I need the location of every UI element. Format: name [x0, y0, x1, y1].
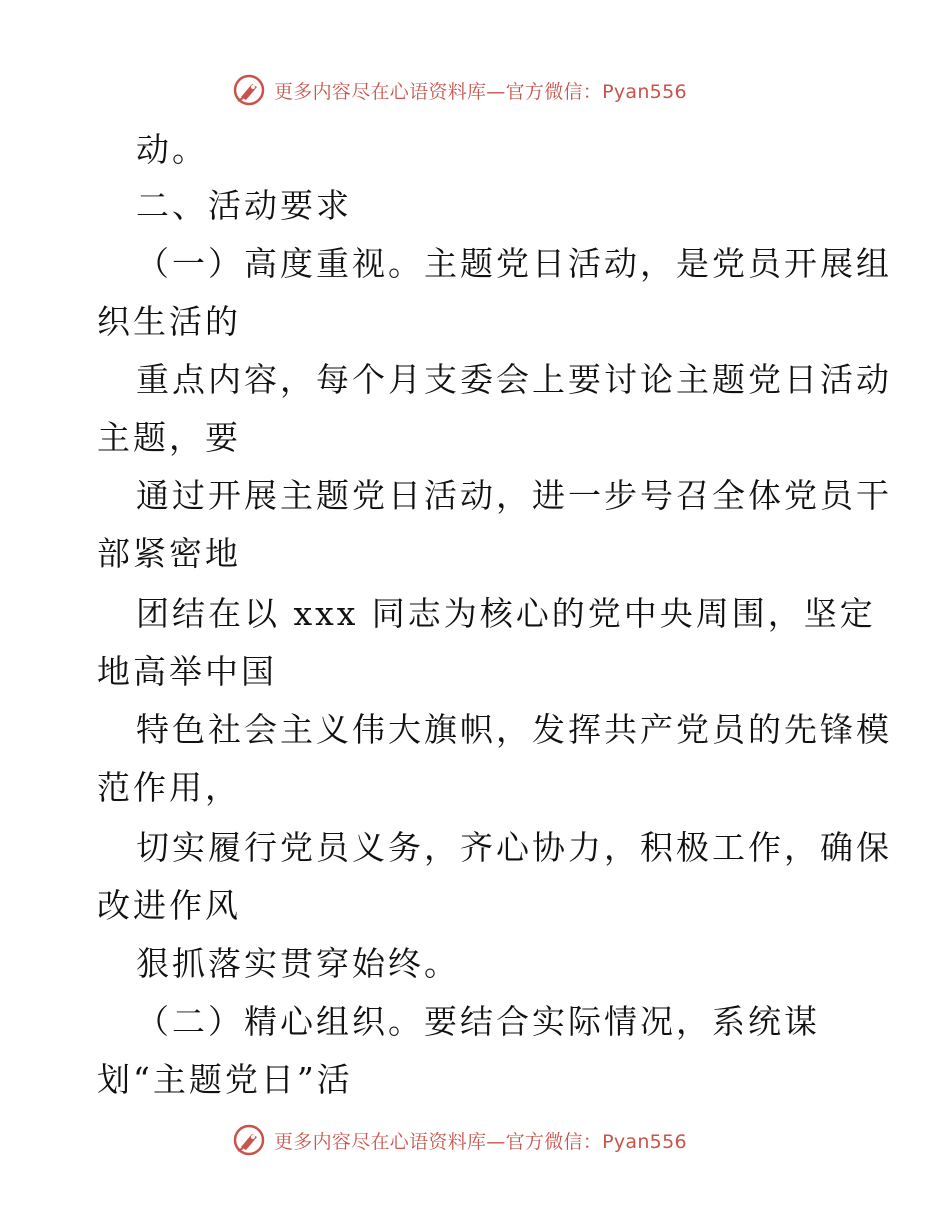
body-line: 改进作风 [97, 886, 241, 925]
body-line: 主题，要 [97, 418, 241, 457]
body-line: 动。 [136, 130, 208, 169]
body-line: （二）精心组织。要结合实际情况，系统谋 [136, 1002, 820, 1041]
body-line: 部紧密地 [97, 534, 241, 573]
body-line: 通过开展主题党日活动，进一步号召全体党员干 [136, 476, 892, 515]
body-line: 划“主题党日”活 [97, 1060, 353, 1099]
body-line: 狠抓落实贯穿始终。 [136, 944, 460, 983]
footer-banner-text: 更多内容尽在心语资料库—官方微信：Pyan556 [274, 1130, 687, 1153]
body-line: 重点内容，每个月支委会上要讨论主题党日活动 [136, 360, 892, 399]
body-line: 切实履行党员义务，齐心协力，积极工作，确保 [136, 828, 892, 867]
pen-nib-logo-icon [232, 1123, 266, 1157]
body-line: 地高举中国 [97, 652, 277, 691]
header-banner-text: 更多内容尽在心语资料库—官方微信：Pyan556 [274, 80, 687, 103]
body-line: 织生活的 [97, 302, 241, 341]
footer-banner [232, 1120, 722, 1160]
body-line: 特色社会主义伟大旗帜，发挥共产党员的先锋模 [136, 710, 892, 749]
section-heading: 二、活动要求 [136, 186, 352, 225]
body-line: 团结在以 xxx 同志为核心的党中央周围，坚定 [136, 594, 876, 633]
body-line: （一）高度重视。主题党日活动，是党员开展组 [136, 244, 892, 283]
body-line: 范作用， [97, 768, 241, 807]
